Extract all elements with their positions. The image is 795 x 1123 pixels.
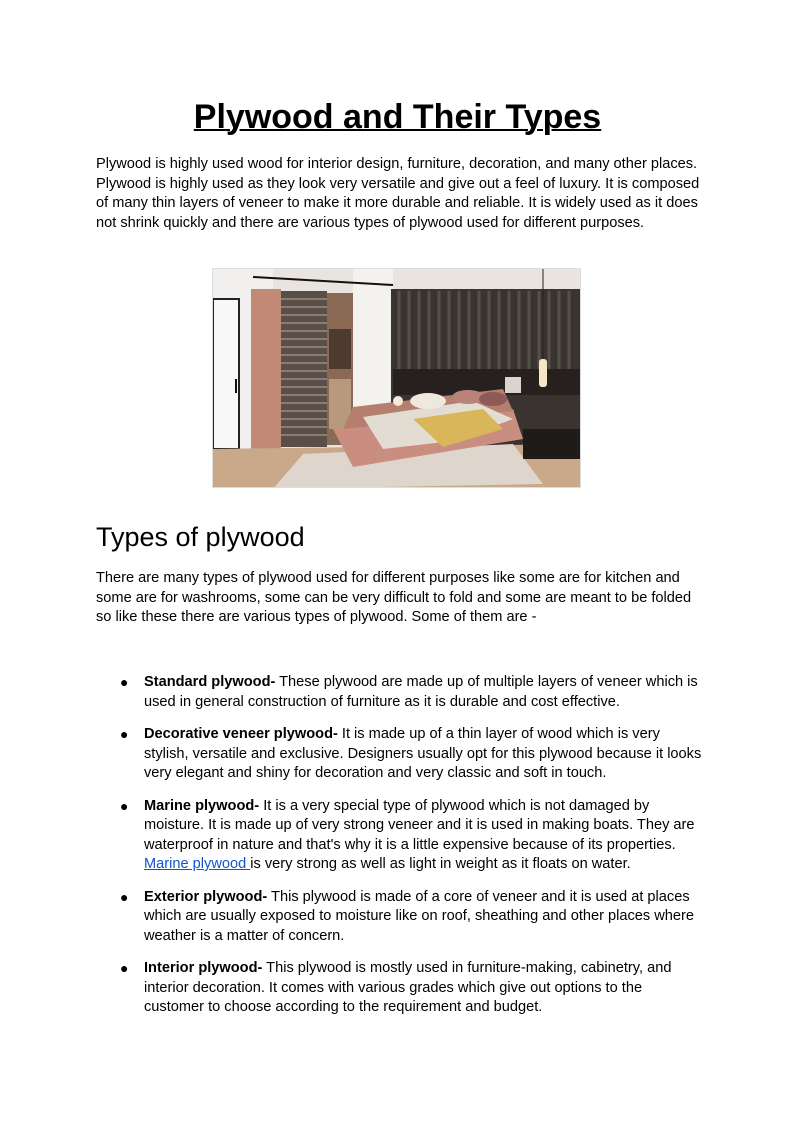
list-item (96, 888, 706, 947)
bedroom-illustration (213, 269, 581, 488)
intro-paragraph: Plywood is highly used wood for interior design, furniture, decoration, and many other places. Plywood is highly used as they look very versatile and give out a feel of luxury. It is composed of many thin layers of veneer to make it more durable and reliable. It is widely used as it does not shrink quickly and there are various types of plywood used for different purposes. (96, 156, 700, 231)
types-intro-paragraph: There are many types of plywood used for different purposes like some are for kitchen and some are for washrooms, some can be very difficult to fold and some are meant to be folded so like these there are various types of plywood. Some of them are - (96, 570, 692, 625)
type-name: Interior plywood- (144, 960, 263, 976)
type-name: Decorative veneer plywood- (144, 726, 338, 742)
type-description: It is made up of a thin layer of wood which is very stylish, versatile and exclusive. Designers usually opt for this plywood because it looks very elegant and shiny for decoration and very classic and soft in touch. (144, 726, 702, 781)
bullet-icon: ● (120, 960, 129, 976)
list-item (96, 797, 706, 875)
type-description-continued: is very strong as well as light in weight as it floats on water. (250, 856, 631, 872)
marine-plywood-link[interactable]: Marine plywood (144, 856, 251, 872)
type-description: This plywood is mostly used in furniture-making, cabinetry, and interior decoration. It comes with various grades which give out options to the customer to choose according to the requirement and budget. (144, 960, 672, 1015)
list-item (96, 725, 706, 784)
type-name: Standard plywood- (144, 674, 276, 690)
bullet-icon: ● (120, 674, 129, 690)
page-title: Plywood and Their Types (193, 98, 602, 136)
type-description: It is a very special type of plywood which is not damaged by moisture. It is made up of very strong veneer and it is used in making boats. They are waterproof in nature and that's why it is a little expensive because of its properties. (144, 797, 695, 853)
type-description: These plywood are made up of multiple layers of veneer which is used in general construction of furniture as it is durable and cost effective. (144, 674, 698, 710)
type-name: Marine plywood- (144, 797, 260, 814)
plywood-types-list (96, 673, 706, 1031)
bullet-icon: ● (120, 726, 129, 742)
section-heading: Types of plywood (96, 522, 305, 552)
list-item (96, 673, 706, 712)
list-item (96, 959, 706, 1018)
type-description: This plywood is made of a core of veneer and it is used at places which are usually exposed to moisture like on roof, sheathing and other places where weather is a matter of concern. (144, 888, 695, 944)
type-name: Exterior plywood- (144, 888, 268, 905)
bullet-icon: ● (120, 888, 129, 905)
bullet-icon: ● (120, 797, 129, 814)
bedroom-photo (212, 268, 581, 488)
